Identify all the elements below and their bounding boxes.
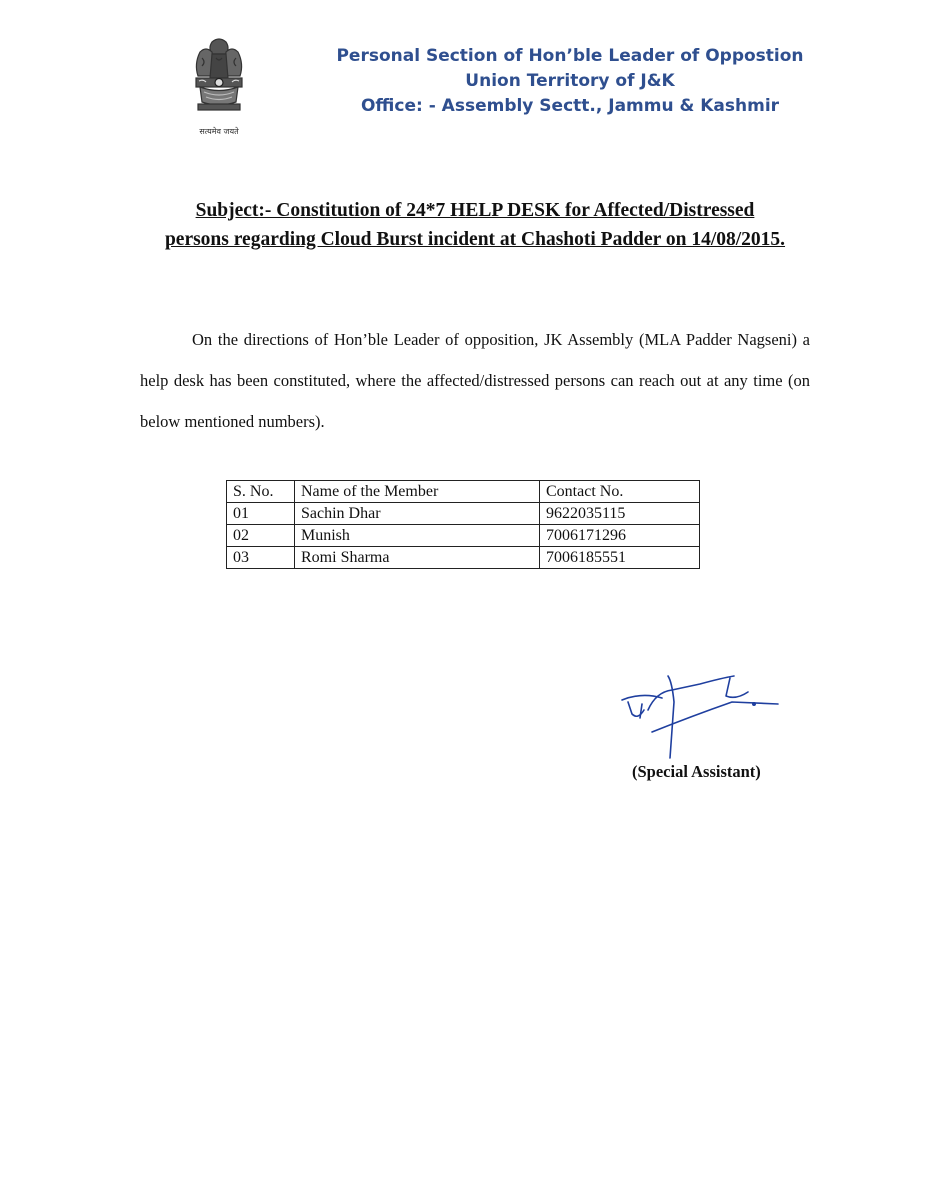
subject-heading: [130, 196, 820, 254]
signatory-designation: (Special Assistant): [632, 762, 761, 781]
cell-sn: 03: [227, 547, 295, 569]
cell-sn: 02: [227, 525, 295, 547]
letterhead-line-2: Union Territory of J&K: [465, 71, 675, 91]
subject-line-2: persons regarding Cloud Burst incident at Chashoti Padder on 14/08/2015.: [164, 229, 786, 250]
body-paragraph: On the directions of Hon’ble Leader of opposition, JK Assembly (MLA Padder Nagseni) a help desk has been constituted, where the affected/distressed persons can reach out at any time (on below mentioned numbers).: [140, 329, 810, 431]
letterhead: [320, 44, 820, 119]
national-emblem: [186, 36, 252, 140]
header-contact: Contact No.: [540, 481, 700, 503]
table-row: [227, 503, 700, 525]
cell-name: Sachin Dhar: [295, 503, 540, 525]
letterhead-line-3: Office: - Assembly Sectt., Jammu & Kashmir: [360, 96, 780, 116]
emblem-motto: सत्यमेव जयते: [199, 127, 239, 136]
header-sn: S. No.: [227, 481, 295, 503]
cell-name: Munish: [295, 525, 540, 547]
table-row: [227, 525, 700, 547]
signature-icon: [612, 662, 784, 762]
help-desk-members-table: [226, 480, 700, 569]
cell-contact: 7006171296: [540, 525, 700, 547]
letterhead-line-1: Personal Section of Hon’ble Leader of Oppostion: [336, 46, 804, 66]
handwritten-signature: [612, 662, 784, 762]
table-header-row: [227, 481, 700, 503]
cell-sn: 01: [227, 503, 295, 525]
cell-name: Romi Sharma: [295, 547, 540, 569]
header-name: Name of the Member: [295, 481, 540, 503]
subject-line-1: Subject:- Constitution of 24*7 HELP DESK for Affected/Distressed: [195, 200, 755, 221]
lion-capital-icon: [186, 36, 252, 126]
table-row: [227, 547, 700, 569]
cell-contact: 7006185551: [540, 547, 700, 569]
cell-contact: 9622035115: [540, 503, 700, 525]
